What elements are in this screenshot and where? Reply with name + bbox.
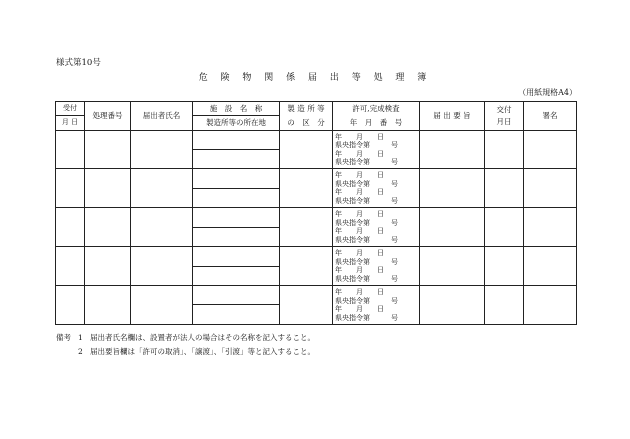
delivery-date-cell[interactable] [485, 247, 524, 286]
signature-cell[interactable] [524, 247, 577, 286]
note-1-number: 1 [78, 333, 83, 342]
header-facility-name: 施 設 名 称 [193, 102, 280, 116]
submitter-name-cell[interactable] [131, 169, 193, 208]
notification-summary-cell[interactable] [420, 130, 485, 169]
submitter-name-cell[interactable] [131, 208, 193, 247]
facility-location-cell[interactable] [193, 227, 280, 246]
permit-date-line: 年 月 日 [335, 188, 384, 197]
delivery-date-cell[interactable] [485, 130, 524, 169]
table-row [56, 169, 577, 188]
received-date-cell[interactable] [56, 208, 85, 247]
header-processing-number: 処理番号 [85, 102, 131, 131]
processing-number-cell[interactable] [85, 169, 131, 208]
note-2 [56, 345, 315, 359]
submitter-name-cell[interactable] [131, 286, 193, 325]
notification-summary-cell[interactable] [420, 208, 485, 247]
permit-date-line: 年 月 日 [335, 210, 384, 219]
facility-name-cell[interactable] [193, 208, 280, 227]
processing-number-cell[interactable] [85, 286, 131, 325]
facility-name-cell[interactable] [193, 247, 280, 266]
permit-date-line: 年 月 日 [335, 305, 384, 313]
permit-number-line: 県央指令第 号 [335, 274, 398, 283]
permit-number-line: 県央指令第 号 [335, 196, 398, 205]
signature-cell[interactable] [524, 286, 577, 325]
permit-date-line: 年 月 日 [335, 227, 384, 236]
header-signature: 署名 [524, 102, 577, 131]
submitter-name-cell[interactable] [131, 130, 193, 169]
note-1-text: 届出者氏名欄は、設置者が法人の場合はその名称を記入すること。 [90, 333, 315, 342]
header-permit-line1: 許可,完成検査 [352, 104, 400, 114]
facility-name-cell[interactable] [193, 286, 280, 305]
permit-date-line: 年 月 日 [335, 249, 384, 258]
submitter-name-cell[interactable] [131, 247, 193, 286]
permit-number-line: 県央指令第 号 [335, 257, 398, 266]
header-notification-summary: 届 出 要 旨 [420, 102, 485, 131]
notification-summary-cell[interactable] [420, 247, 485, 286]
table-row [56, 208, 577, 227]
permit-number-line: 県央指令第 号 [335, 141, 398, 150]
form-number: 様式第10号 [56, 58, 101, 68]
permit-date-line: 年 月 日 [335, 149, 384, 158]
note-2-text: 届出要旨欄は「許可の取消」、「譲渡」、「引渡」等と記入すること。 [90, 347, 315, 356]
table-row [56, 130, 577, 149]
processing-number-cell[interactable] [85, 208, 131, 247]
facility-location-cell[interactable] [193, 305, 280, 325]
header-received-date: 月 日 [56, 116, 85, 130]
facility-category-cell[interactable] [280, 286, 333, 325]
notes-label: 備考 [56, 333, 71, 342]
permit-cell [333, 208, 420, 247]
page-title: 危 険 物 関 係 届 出 等 処 理 簿 [198, 73, 432, 83]
permit-number-line: 県央指令第 号 [335, 179, 398, 188]
received-date-cell[interactable] [56, 286, 85, 325]
permit-date-line: 年 月 日 [335, 132, 384, 141]
permit-cell [333, 247, 420, 286]
permit-number-line: 県央指令第 号 [335, 313, 398, 322]
delivery-date-cell[interactable] [485, 286, 524, 325]
notes-section [56, 331, 315, 359]
delivery-date-cell[interactable] [485, 169, 524, 208]
signature-cell[interactable] [524, 208, 577, 247]
facility-location-cell[interactable] [193, 150, 280, 169]
table-row [56, 247, 577, 266]
header-delivery-label: 交付 [496, 104, 512, 114]
received-date-cell[interactable] [56, 130, 85, 169]
header-permit-line2: 年 月 番 号 [349, 117, 403, 127]
delivery-date-cell[interactable] [485, 208, 524, 247]
permit-date-line: 年 月 日 [335, 266, 384, 275]
facility-location-cell[interactable] [193, 188, 280, 207]
facility-location-cell[interactable] [193, 266, 280, 285]
note-2-number: 2 [78, 347, 83, 356]
notification-summary-cell[interactable] [420, 286, 485, 325]
header-facility-category [280, 102, 333, 131]
header-facility-category-line2: の 区 分 [287, 117, 325, 127]
permit-number-line: 県央指令第 号 [335, 235, 398, 244]
note-1 [56, 331, 315, 345]
header-permit [333, 102, 420, 131]
facility-category-cell[interactable] [280, 208, 333, 247]
facility-name-cell[interactable] [193, 169, 280, 188]
permit-number-line: 県央指令第 号 [335, 218, 398, 227]
permit-cell [333, 286, 420, 325]
permit-cell [333, 169, 420, 208]
register-table [55, 101, 577, 325]
permit-date-line: 年 月 日 [335, 288, 384, 296]
notification-summary-cell[interactable] [420, 169, 485, 208]
facility-category-cell[interactable] [280, 247, 333, 286]
header-facility-location: 製造所等の所在地 [193, 116, 280, 130]
processing-number-cell[interactable] [85, 130, 131, 169]
table-row [56, 286, 577, 305]
processing-number-cell[interactable] [85, 247, 131, 286]
received-date-cell[interactable] [56, 247, 85, 286]
facility-category-cell[interactable] [280, 169, 333, 208]
facility-category-cell[interactable] [280, 130, 333, 169]
header-facility-category-line1: 製 造 所 等 [287, 104, 325, 114]
facility-name-cell[interactable] [193, 130, 280, 149]
header-delivery [485, 102, 524, 131]
permit-number-line: 県央指令第 号 [335, 158, 398, 167]
permit-cell [333, 130, 420, 169]
signature-cell[interactable] [524, 169, 577, 208]
received-date-cell[interactable] [56, 169, 85, 208]
paper-size-note: （用紙規格A4） [518, 88, 577, 97]
header-received: 受付 [56, 102, 85, 116]
permit-date-line: 年 月 日 [335, 171, 384, 180]
permit-number-line: 県央指令第 号 [335, 296, 398, 305]
signature-cell[interactable] [524, 130, 577, 169]
header-submitter-name: 届出者氏名 [131, 102, 193, 131]
header-delivery-date: 月日 [496, 117, 512, 127]
